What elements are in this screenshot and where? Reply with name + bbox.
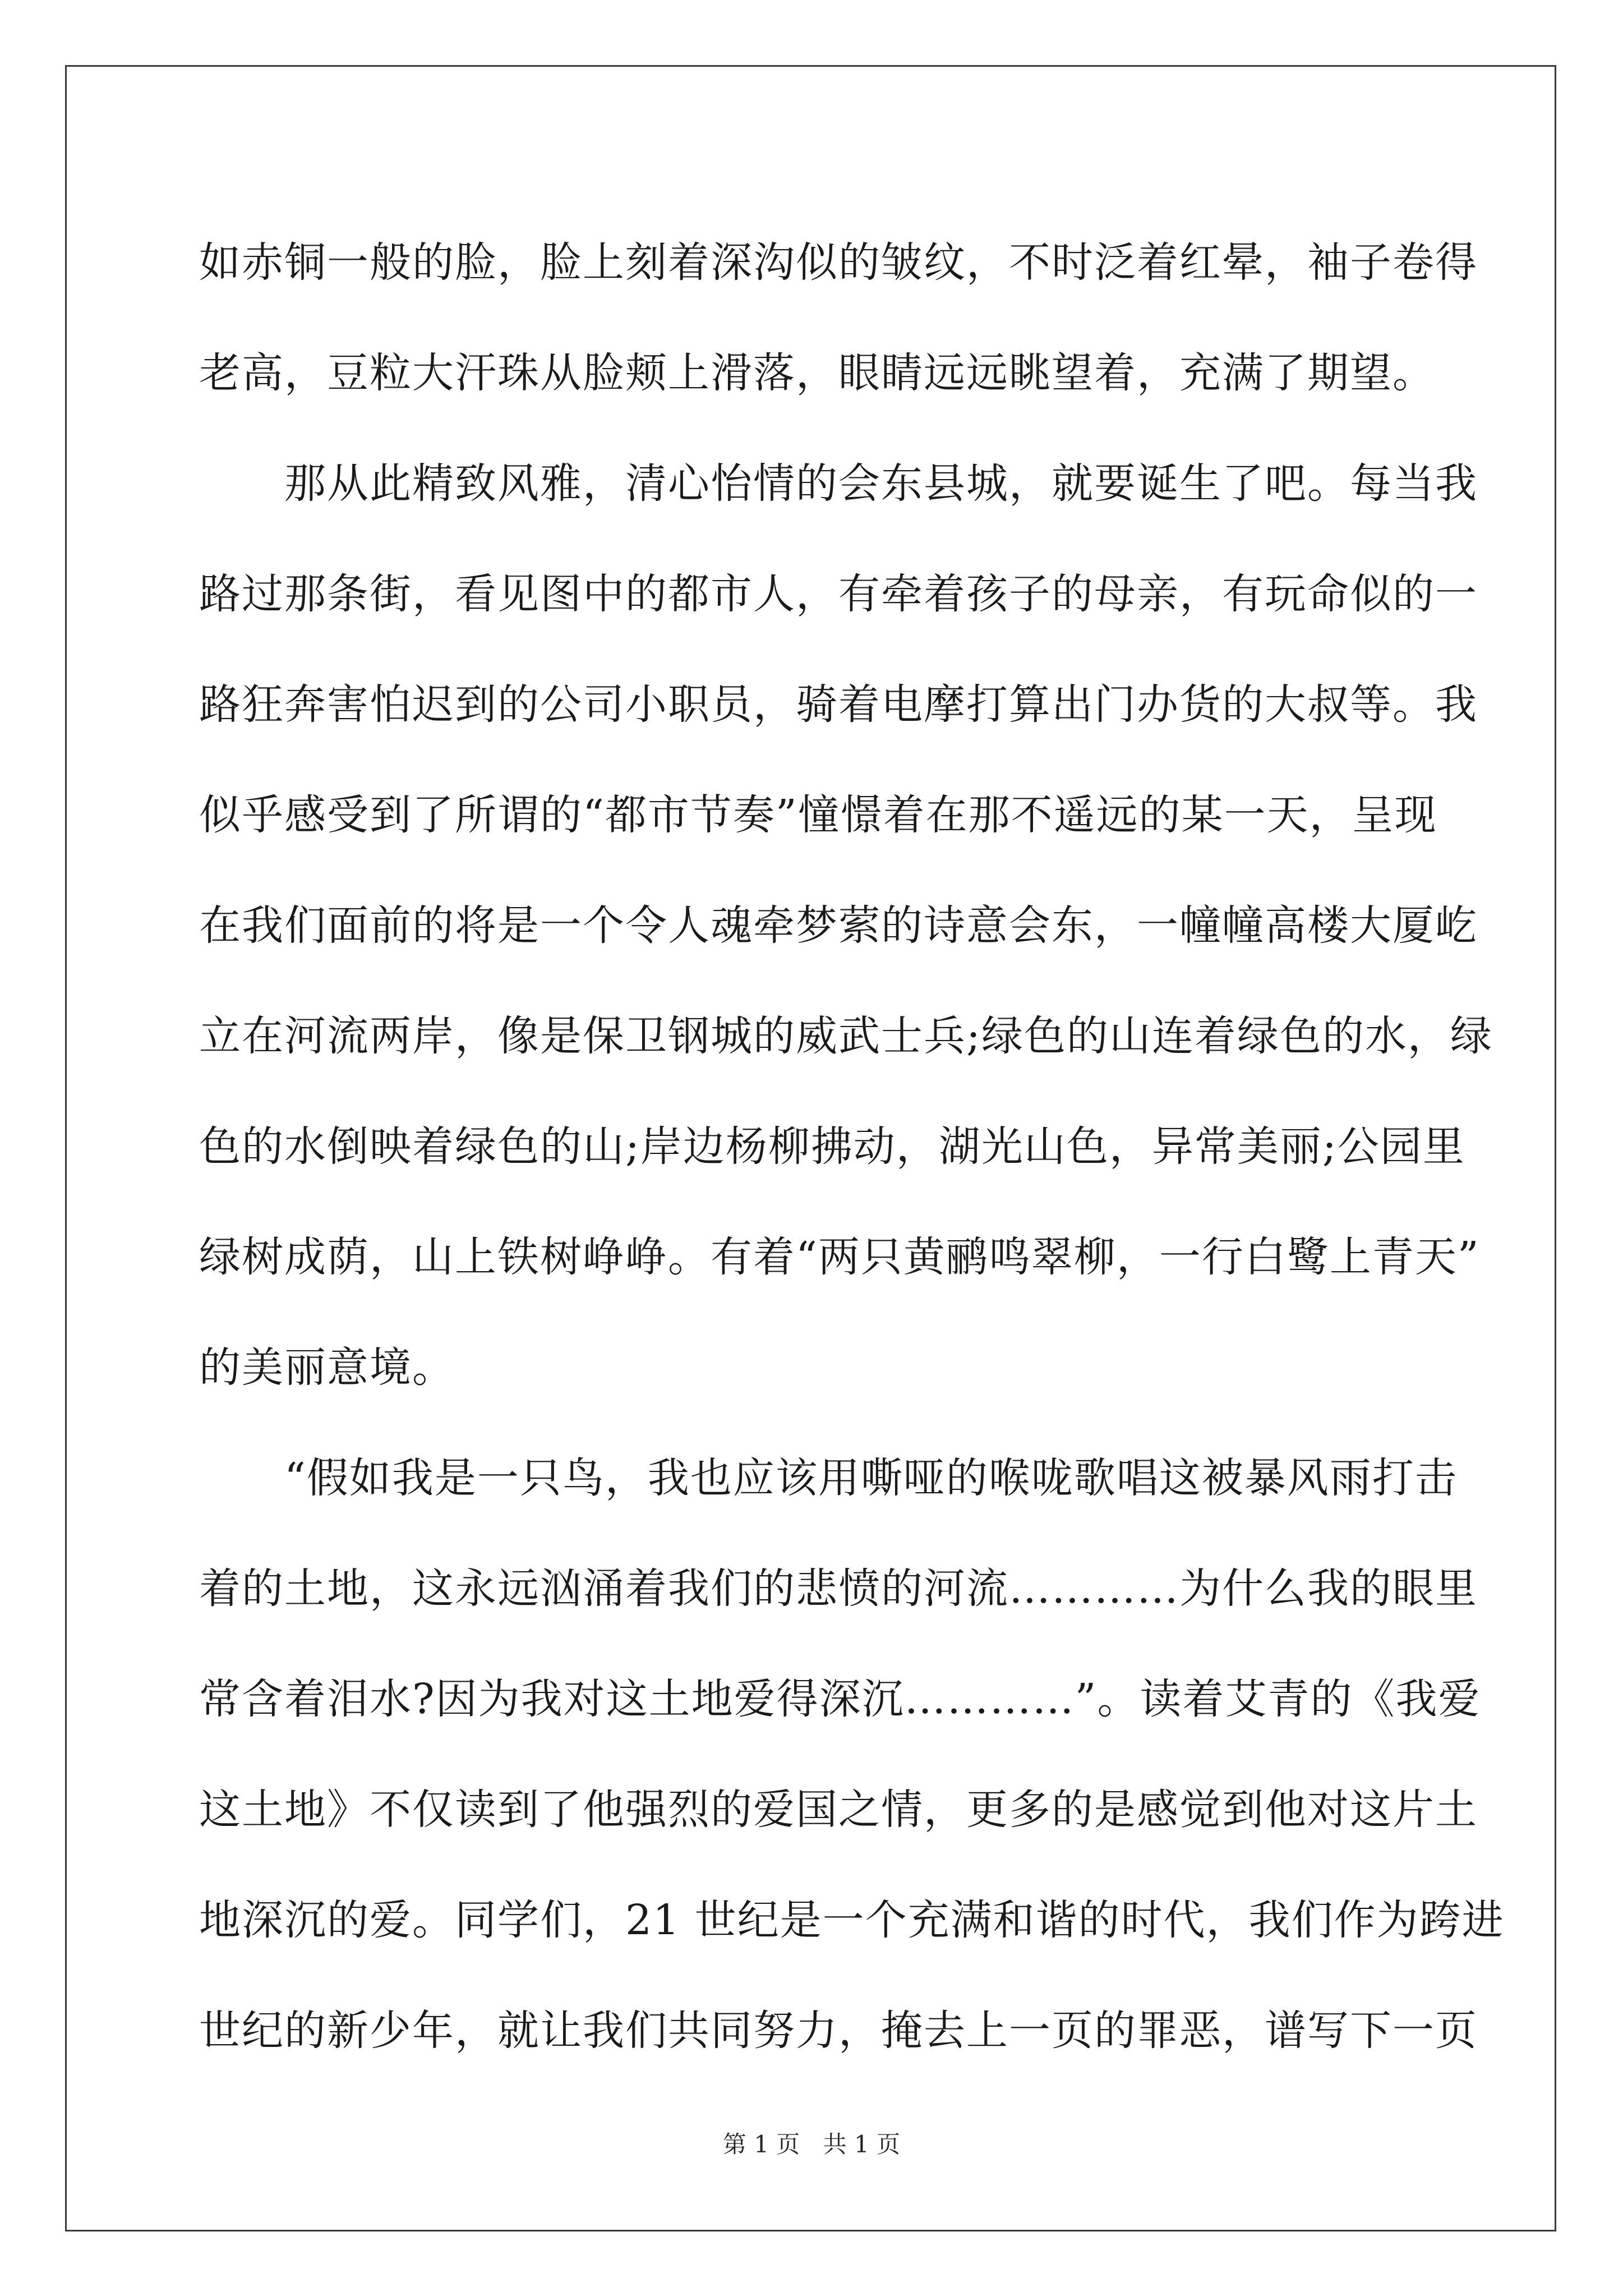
text-line: 老高，豆粒大汗珠从脸颊上滑落，眼睛远远眺望着，充满了期望。	[199, 349, 1435, 397]
text-line: 色的水倒映着绿色的山;岸边杨柳拂动，湖光山色，异常美丽;公园里	[199, 1122, 1465, 1171]
page-number: 第 1 页	[722, 2131, 800, 2158]
text-line: 路过那条街，看见图中的都市人，有牵着孩子的母亲，有玩命似的一	[199, 570, 1478, 618]
text-line: 似乎感受到了所谓的“都市节奏”憧憬着在那不遥远的某一天，呈现	[199, 791, 1437, 839]
document-body	[199, 208, 1505, 2086]
text-line: 如赤铜一般的脸，脸上刻着深沟似的皱纹，不时泛着红晕，袖子卷得	[199, 238, 1478, 287]
text-line: 这土地》不仅读到了他强烈的爱国之情，更多的是感觉到他对这片土	[199, 1786, 1478, 1834]
text-line: 那从此精致风雅，清心怡情的会东县城，就要诞生了吧。每当我	[199, 459, 1478, 508]
text-line: 世纪的新少年，就让我们共同努力，掩去上一页的罪恶，谱写下一页	[199, 2007, 1478, 2055]
text-line: 立在河流两岸，像是保卫钢城的威武士兵;绿色的山连着绿色的水，绿	[199, 1012, 1493, 1060]
text-line: 的美丽意境。	[199, 1343, 455, 1392]
text-line: 路狂奔害怕迟到的公司小职员，骑着电摩打算出门办货的大叔等。我	[199, 680, 1478, 729]
text-line: 绿树成荫，山上铁树峥峥。有着“两只黄鹂鸣翠柳，一行白鹭上青天”	[199, 1233, 1480, 1281]
page-footer	[0, 2126, 1623, 2160]
text-line: 着的土地，这永远汹涌着我们的悲愤的河流…………为什么我的眼里	[199, 1565, 1478, 1613]
page-total: 共 1 页	[823, 2131, 901, 2158]
text-line: 常含着泪水?因为我对这土地爱得深沉…………”。读着艾青的《我爱	[199, 1675, 1481, 1723]
text-line: “假如我是一只鸟，我也应该用嘶哑的喉咙歌唱这被暴风雨打击	[199, 1454, 1458, 1502]
text-line: 地深沉的爱。同学们，21 世纪是一个充满和谐的时代，我们作为跨进	[199, 1896, 1505, 1944]
text-line: 在我们面前的将是一个令人魂牵梦萦的诗意会东，一幢幢高楼大厦屹	[199, 901, 1478, 950]
